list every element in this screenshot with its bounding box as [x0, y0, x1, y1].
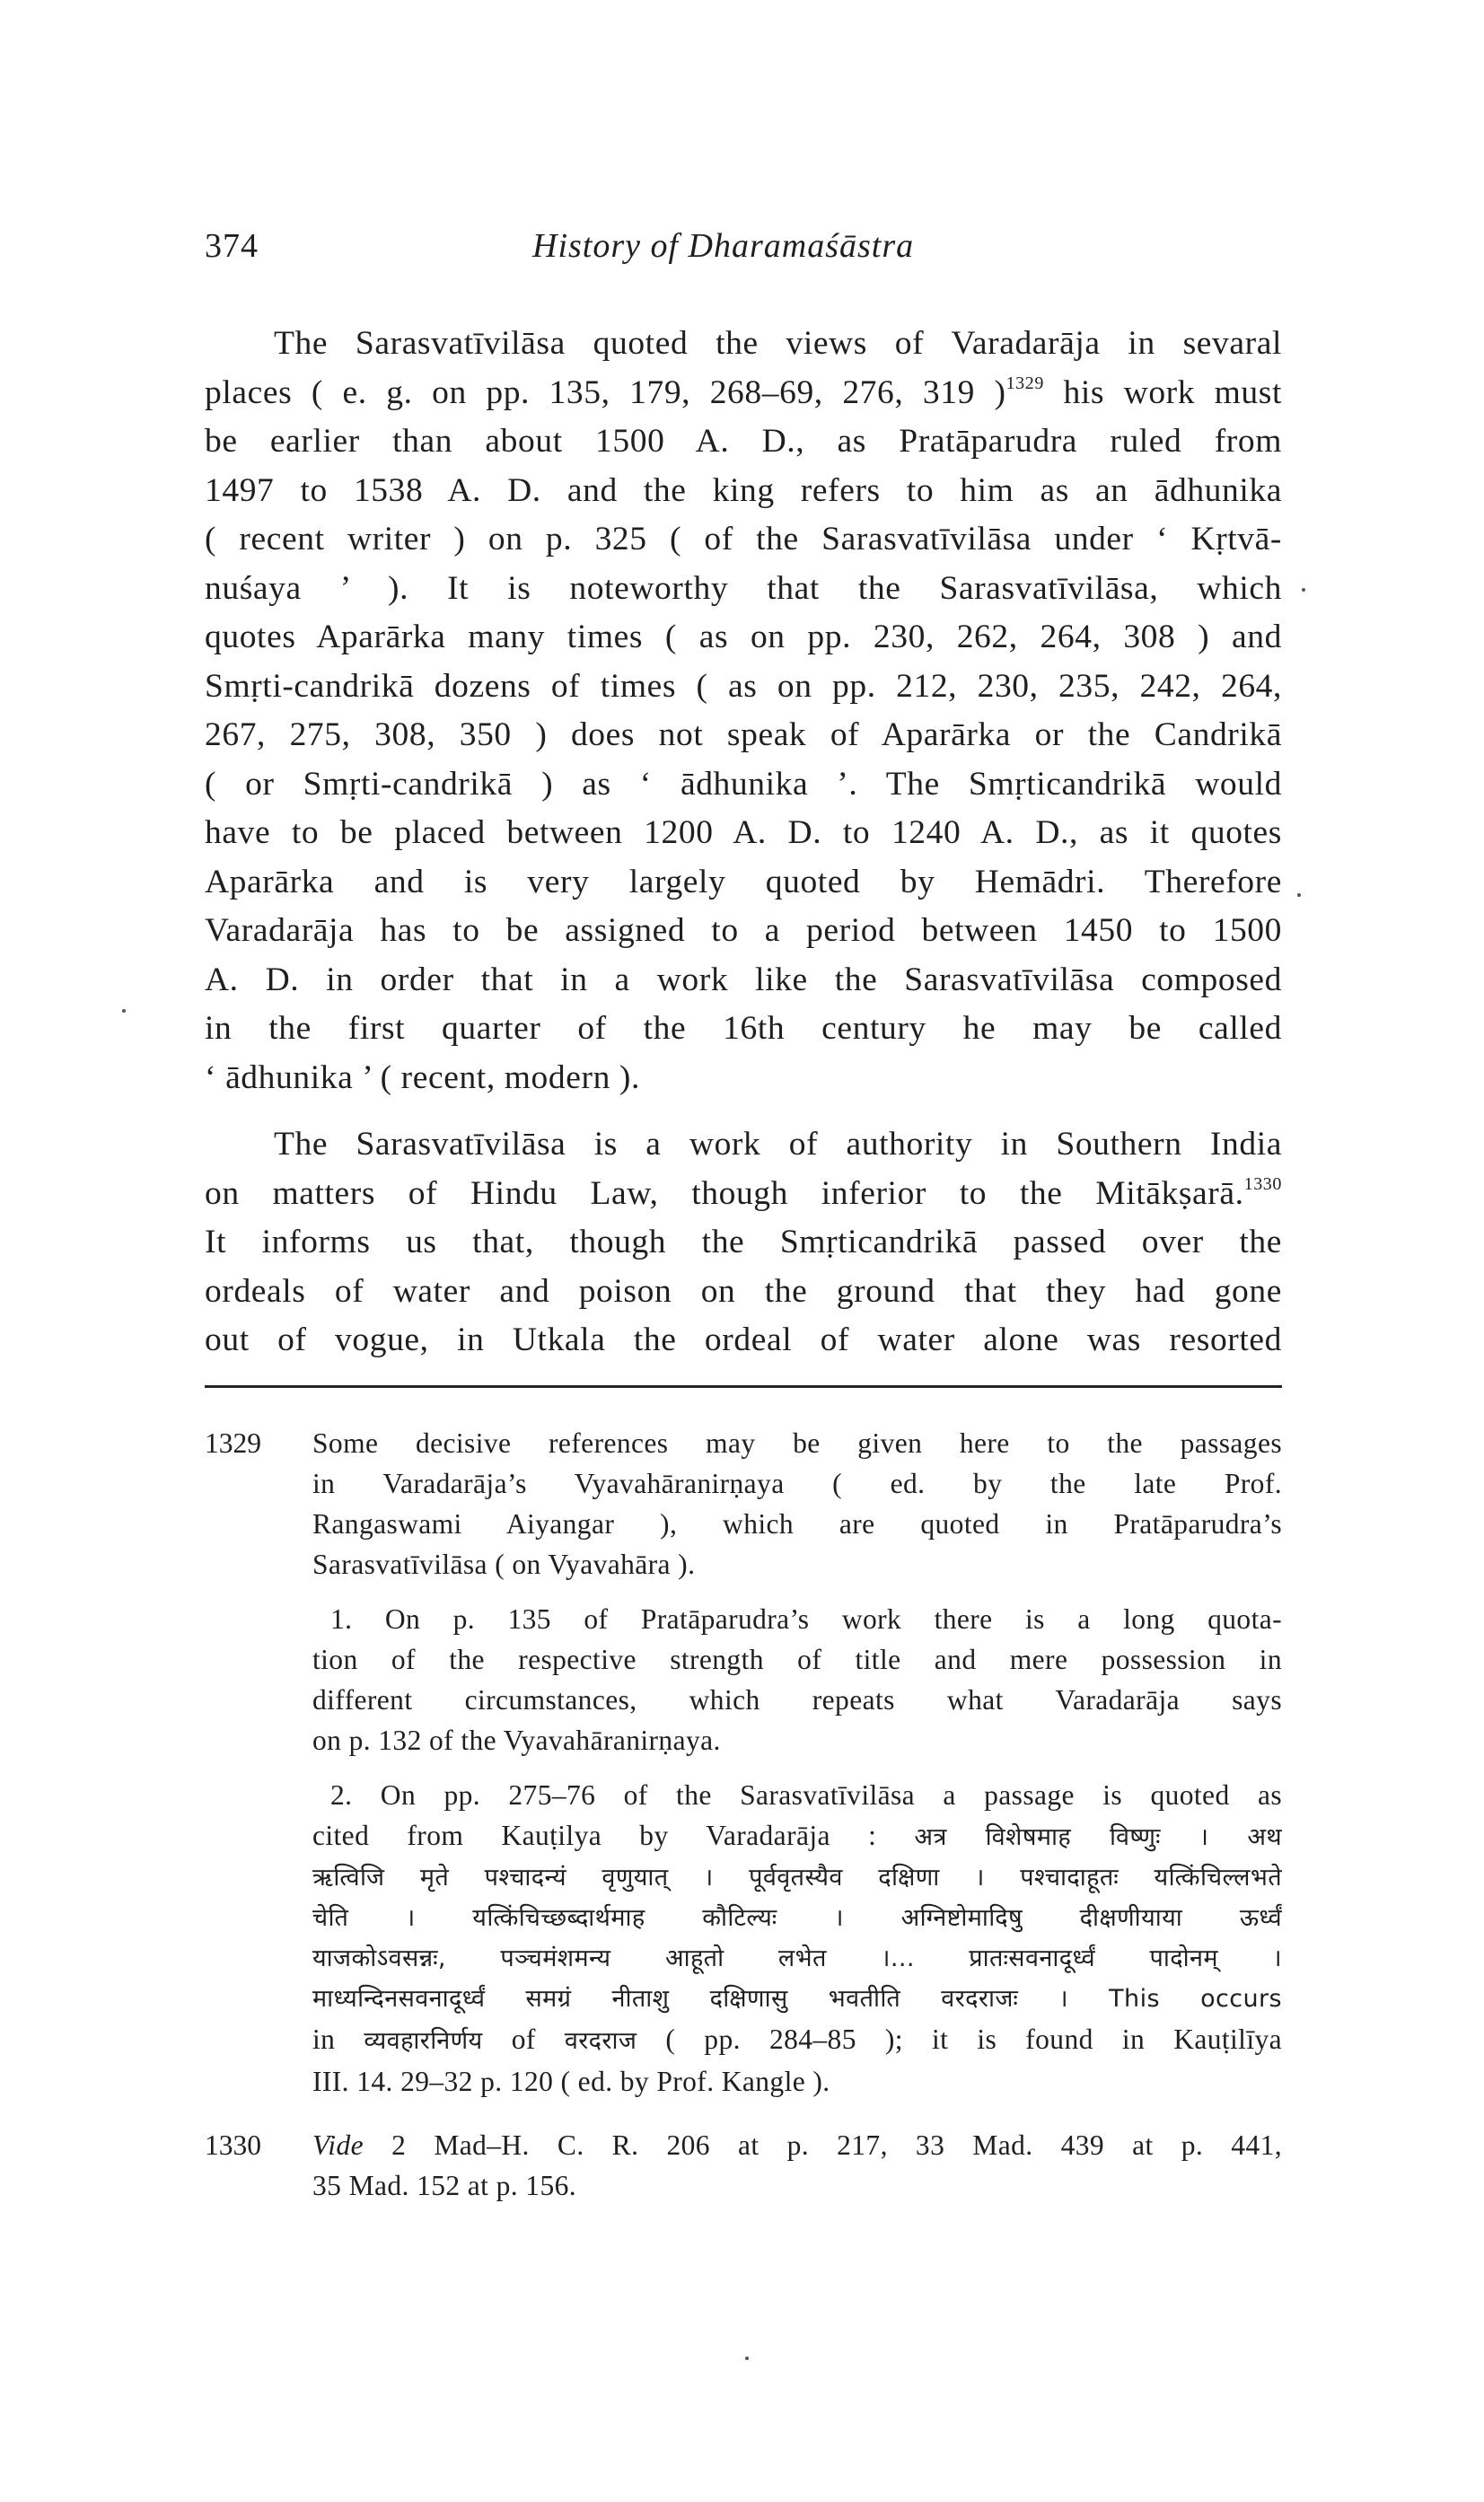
text-line: 1497 to 1538 A. D. and the king refers to him as an ādhunika: [205, 471, 1282, 509]
running-head: [205, 226, 1282, 280]
footnote-line: Some decisive references may be given here to the passages: [312, 1427, 1282, 1459]
text-line: be earlier than about 1500 A. D., as Pratāparudra ruled from: [205, 423, 1282, 460]
scan-speck: [745, 2357, 749, 2360]
text-line: quotes Aparārka many times ( as on pp. 230, 262, 264, 308 ) and: [205, 619, 1282, 655]
footnote-line: tion of the respective strength of title and mere possession in: [312, 1644, 1282, 1675]
scan-speck: [1297, 893, 1301, 897]
text-line: [205, 1170, 1282, 1219]
footnote-line: different circumstances, which repeats what Varadarāja says: [312, 1684, 1282, 1716]
text-span: ( pp. 284–85 ); it is found in Kauṭilīya: [637, 2024, 1283, 2055]
footnote-line: Sarasvatīvilāsa ( on Vyavahāra ).: [312, 1549, 696, 1580]
text-span: in: [312, 2024, 364, 2055]
footnote-line: [312, 1815, 1282, 1857]
text-span: his work must: [1043, 373, 1282, 411]
footnote-line: on p. 132 of the Vyavahāranirṇaya.: [312, 1725, 721, 1756]
body-text: [205, 320, 1282, 1365]
sanskrit-text: वरदराज: [564, 2027, 637, 2055]
text-line: It informs us that, though the Smṛticandrikā passed over the: [205, 1224, 1282, 1260]
scan-speck: [122, 1009, 126, 1013]
text-line: Smṛti-candrikā dozens of times ( as on pp. 212, 230, 235, 242, 264,: [205, 667, 1282, 705]
footnote-number: 1329: [205, 1427, 261, 1459]
scan-speck: [1302, 588, 1305, 592]
paragraph-1: [205, 320, 1282, 1102]
text-line: Aparārka and is very largely quoted by Hemādri. Therefore: [205, 863, 1282, 900]
text-line: in the first quarter of the 16th century he may be called: [205, 1010, 1282, 1047]
sanskrit-line: चेति । यत्किंचिच्छब्दार्थमाह कौटिल्यः । अग्निष्टोमादिषु दीक्षणीयाया ऊर्ध्वं: [312, 1904, 1282, 1932]
text-line: The Sarasvatīvilāsa quoted the views of Varadarāja in sevaral: [274, 325, 1282, 362]
footnote-line: 2. On pp. 275–76 of the Sarasvatīvilāsa a passage is quoted as: [330, 1779, 1282, 1811]
page-number: 374: [205, 227, 259, 265]
sanskrit-line: ऋत्विजि मृते पश्चादन्यं वृणुयात् । पूर्ववृतस्यैव दक्षिणा । पश्चादाहूतः यत्किंचिल्लभते: [312, 1864, 1282, 1892]
text-line: ‘ ādhunika ’ ( recent, modern ).: [205, 1058, 640, 1096]
footnote-line: in Varadarāja’s Vyavahāranirṇaya ( ed. by the late Prof.: [312, 1468, 1282, 1499]
sanskrit-text: व्यवहारनिर्णय: [364, 2027, 483, 2055]
footnote-subpoint-1: [312, 1599, 1282, 1760]
text-line: Varadarāja has to be assigned to a period between 1450 to 1500: [205, 912, 1282, 949]
footnote-1330: [205, 2125, 1282, 2206]
text-line: have to be placed between 1200 A. D. to 1240 A. D., as it quotes: [205, 814, 1282, 851]
text-line: nuśaya ’ ). It is noteworthy that the Sarasvatīvilāsa, which: [205, 569, 1282, 607]
sanskrit-text: अत्र विशेषमाह विष्णुः । अथ: [914, 1823, 1282, 1851]
text-line: [205, 369, 1282, 418]
text-span: of: [482, 2024, 565, 2055]
footnote-line: [312, 2125, 1282, 2165]
footnote-line: Rangaswami Aiyangar ), which are quoted in Pratāparudra’s: [312, 1508, 1282, 1540]
text-span: 2 Mad–H. C. R. 206 at p. 217, 33 Mad. 439 at p. 441,: [364, 2129, 1282, 2161]
footnote-line: III. 14. 29–32 p. 120 ( ed. by Prof. Kangle ).: [312, 2066, 830, 2097]
sanskrit-line: माध्यन्दिनसवनादूर्ध्वं समग्रं नीताशु दक्षिणासु भवतीति वरदराजः । This occurs: [312, 1985, 1282, 2013]
text-span: places ( e. g. on pp. 135, 179, 268–69, 276, 319 ): [205, 373, 1006, 411]
footnote-subpoint-2: [312, 1775, 1282, 2102]
running-title: History of Dharamaśāstra: [532, 227, 915, 265]
text-line: out of vogue, in Utkala the ordeal of water alone was resorted: [205, 1321, 1282, 1358]
paragraph-2: [205, 1120, 1282, 1365]
footnote-line: [312, 2019, 1282, 2061]
sanskrit-line: याजकोऽवसन्नः, पञ्चमंशमन्य आहूतो लभेत ।... प्रातःसवनादूर्ध्वं पादोनम् ।: [312, 1945, 1282, 1972]
footnote-rule: [205, 1385, 1282, 1388]
text-line: The Sarasvatīvilāsa is a work of authority in Southern India: [274, 1126, 1282, 1163]
text-line: ordeals of water and poison on the ground that they had gone: [205, 1272, 1282, 1310]
footnote-1329: [205, 1423, 1282, 2102]
text-line: ( recent writer ) on p. 325 ( of the Sarasvatīvilāsa under ‘ Kṛtvā-: [205, 521, 1282, 557]
text-span: Vide: [312, 2129, 364, 2161]
footnote-ref-1329[interactable]: 1329: [1005, 373, 1044, 393]
text-span: on matters of Hindu Law, though inferior to the Mitākṣarā.: [205, 1174, 1244, 1212]
text-line: ( or Smṛti-candrikā ) as ‘ ādhunika ’. The Smṛticandrikā would: [205, 765, 1282, 803]
text-line: 267, 275, 308, 350 ) does not speak of Aparārka or the Candrikā: [205, 716, 1282, 753]
text-span: cited from Kauṭilya by Varadarāja :: [312, 1820, 915, 1851]
footnote-line: 35 Mad. 152 at p. 156.: [312, 2170, 577, 2201]
footnote-number: 1330: [205, 2129, 261, 2161]
footnotes: [205, 1423, 1282, 2206]
footnote-ref-1330[interactable]: 1330: [1243, 1173, 1282, 1194]
footnote-line: 1. On p. 135 of Pratāparudra’s work there is a long quota-: [330, 1603, 1282, 1635]
text-line: A. D. in order that in a work like the Sarasvatīvilāsa composed: [205, 961, 1282, 998]
